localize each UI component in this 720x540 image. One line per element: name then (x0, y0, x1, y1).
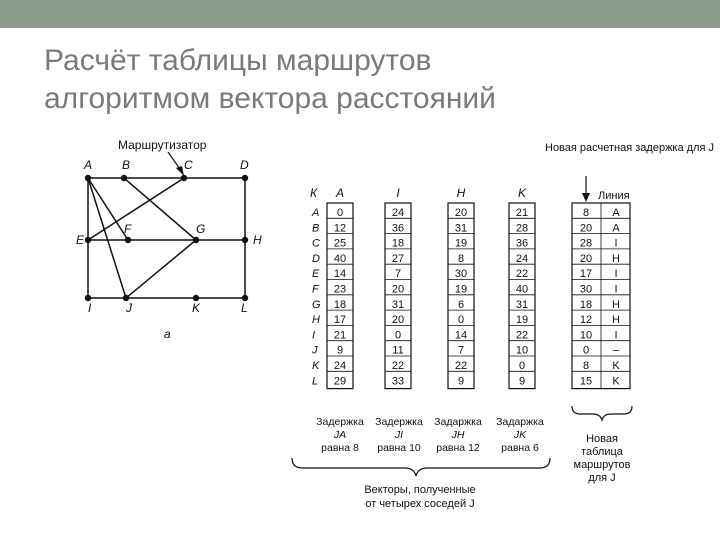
vector-cell: 40 (515, 283, 529, 296)
new-table-caption-line: таблица (581, 446, 623, 458)
vector-cell: 19 (454, 283, 468, 296)
vector-cell: 8 (457, 252, 465, 265)
row-label-c: C (312, 237, 320, 250)
vector-cell: 28 (515, 222, 529, 235)
new-delay-cell: 20 (579, 222, 593, 235)
new-line-cell: K (612, 360, 620, 372)
row-label-d: D (312, 252, 320, 265)
node-label-g: G (196, 222, 206, 236)
vector-cell: 19 (515, 314, 529, 327)
vector-cell: 20 (391, 314, 405, 327)
new-delay-cell: 15 (579, 375, 593, 388)
vector-cell: 0 (518, 360, 526, 372)
node-label-b: B (122, 158, 131, 172)
new-line-cell: I (614, 329, 618, 342)
vector-cell: 10 (515, 344, 529, 357)
vector-cell: 24 (391, 207, 405, 219)
delay-caption-line3: равна 12 (436, 442, 480, 454)
vector-cell: 11 (392, 344, 404, 357)
vector-cell: 22 (454, 360, 468, 372)
delay-caption-line2: JI (394, 429, 404, 441)
vector-cell: 18 (333, 298, 347, 311)
vector-cell: 36 (391, 222, 405, 235)
vector-cell: 18 (391, 237, 405, 250)
new-line-cell: A (612, 222, 620, 235)
vector-cell: 29 (333, 375, 347, 388)
row-label-j: J (312, 344, 318, 357)
node-e (85, 237, 91, 243)
node-label-h: H (253, 233, 262, 247)
delay-caption-line1: Задержка (316, 416, 364, 428)
new-line-cell: A (612, 207, 620, 219)
vector-cell: 22 (515, 329, 529, 342)
row-label-i: I (312, 329, 316, 342)
vector-cell: 14 (333, 268, 347, 281)
line-header: Линия (598, 190, 630, 202)
vector-cell: 33 (391, 375, 405, 388)
new-line-cell: H (612, 252, 620, 265)
column-header: H (456, 186, 466, 200)
new-delay-cell: 12 (579, 314, 593, 327)
vector-cell: 27 (391, 252, 405, 265)
vector-cell: 20 (454, 207, 468, 219)
delay-caption-line3: равна 6 (501, 442, 539, 454)
new-delay-cell: 8 (582, 207, 590, 219)
vector-cell: 23 (333, 283, 347, 296)
vector-cell: 0 (336, 207, 344, 219)
vector-cell: 9 (457, 375, 465, 388)
vectors-caption-line2: от четырех соседей J (365, 498, 475, 510)
vector-cell: 22 (515, 268, 529, 281)
node-label-c: C (184, 158, 193, 172)
new-delay-cell: 18 (579, 298, 593, 311)
row-label-b: B (312, 222, 320, 235)
delay-caption-line1: Задаржка (434, 416, 482, 428)
vector-cell: 19 (454, 237, 468, 250)
column-header: I (396, 186, 400, 200)
new-delay-cell: 20 (579, 252, 593, 265)
delay-caption-line2: JA (333, 429, 347, 441)
column-header: K (517, 186, 527, 200)
vector-cell: 6 (457, 298, 465, 311)
delay-caption-line1: Задаржка (496, 416, 544, 428)
node-label-k: K (192, 301, 201, 315)
new-delay-arrowhead (582, 193, 590, 202)
node-label-j: J (126, 301, 132, 315)
row-label-k: K (312, 360, 320, 372)
new-line-cell: H (612, 314, 620, 327)
node-h (242, 237, 248, 243)
node-g (193, 237, 199, 243)
node-a (85, 175, 91, 181)
delay-caption-line3: равна 10 (377, 442, 421, 454)
node-b (121, 175, 127, 181)
new-delay-cell: 8 (582, 360, 590, 372)
vector-cell: 0 (394, 329, 402, 342)
new-table-caption-line: для J (588, 472, 616, 484)
new-delay-cell: 0 (582, 344, 590, 357)
new-delay-cell: 17 (579, 268, 593, 281)
new-table-brace (572, 406, 632, 420)
node-label-d: D (240, 158, 249, 172)
vector-cell: 24 (333, 360, 347, 372)
delay-caption-line2: JH (451, 429, 465, 441)
new-table-caption-line: Новая (586, 433, 618, 445)
new-table-caption-line: маршрутов (573, 459, 631, 471)
new-delay-cell: 30 (579, 283, 593, 296)
header-k: К (310, 186, 318, 200)
new-line-cell: K (612, 375, 620, 388)
vector-cell: 21 (333, 329, 347, 342)
vector-cell: 31 (391, 298, 405, 311)
vector-cell: 7 (394, 268, 402, 281)
network-diagram (76, 138, 262, 341)
vector-cell: 31 (454, 222, 468, 235)
row-label-f: F (312, 283, 319, 296)
vectors-brace (292, 458, 550, 476)
vectors-caption-line1: Векторы, полученные (364, 484, 476, 496)
slide-title-line1: Расчёт таблицы маршрутов (44, 44, 432, 77)
row-label-a: A (312, 207, 320, 219)
new-delay-cell: 28 (579, 237, 593, 250)
column-header: A (335, 186, 345, 200)
vector-cell: 0 (457, 314, 465, 327)
vector-cell: 9 (518, 375, 526, 388)
distance-vector-tables (292, 142, 714, 510)
row-label-l: L (312, 375, 319, 388)
delay-caption-line1: Задержка (375, 416, 423, 428)
vector-cell: 12 (333, 222, 347, 235)
node-label-a: A (84, 158, 93, 172)
row-label-g: G (312, 298, 321, 311)
vector-cell: 31 (515, 298, 529, 311)
subfigure-label: а (164, 327, 171, 341)
node-label-i: I (88, 301, 92, 315)
row-label-h: H (312, 314, 320, 327)
router-caption: Маршрутизатор (118, 138, 207, 152)
row-label-e: E (312, 268, 320, 281)
vector-cell: 7 (457, 344, 465, 357)
node-d (242, 175, 248, 181)
new-delay-header: Новая расчетная задержка для J (545, 142, 715, 154)
vector-cell: 20 (391, 283, 405, 296)
vector-cell: 9 (336, 344, 344, 357)
new-delay-cell: 10 (579, 329, 593, 342)
delay-caption-line3: равна 8 (321, 442, 359, 454)
new-line-cell: I (614, 283, 618, 296)
delay-caption-line2: JK (513, 429, 527, 441)
node-c (181, 175, 187, 181)
node-label-f: F (124, 222, 132, 236)
vector-cell: 24 (515, 252, 529, 265)
vector-cell: 30 (454, 268, 468, 281)
vector-cell: 22 (391, 360, 405, 372)
vector-cell: 14 (454, 329, 468, 342)
node-label-l: L (241, 301, 248, 315)
slide-title-line2: алгоритмом вектора расстояний (44, 82, 496, 115)
new-line-cell: – (612, 344, 620, 357)
vector-cell: 40 (333, 252, 347, 265)
node-f (125, 237, 131, 243)
new-line-cell: I (614, 268, 618, 281)
vector-cell: 17 (333, 314, 347, 327)
new-line-cell: H (612, 298, 620, 311)
new-line-cell: I (614, 237, 618, 250)
vector-cell: 25 (333, 237, 347, 250)
node-label-e: E (76, 233, 85, 247)
vector-cell: 21 (515, 207, 529, 219)
vector-cell: 36 (515, 237, 529, 250)
